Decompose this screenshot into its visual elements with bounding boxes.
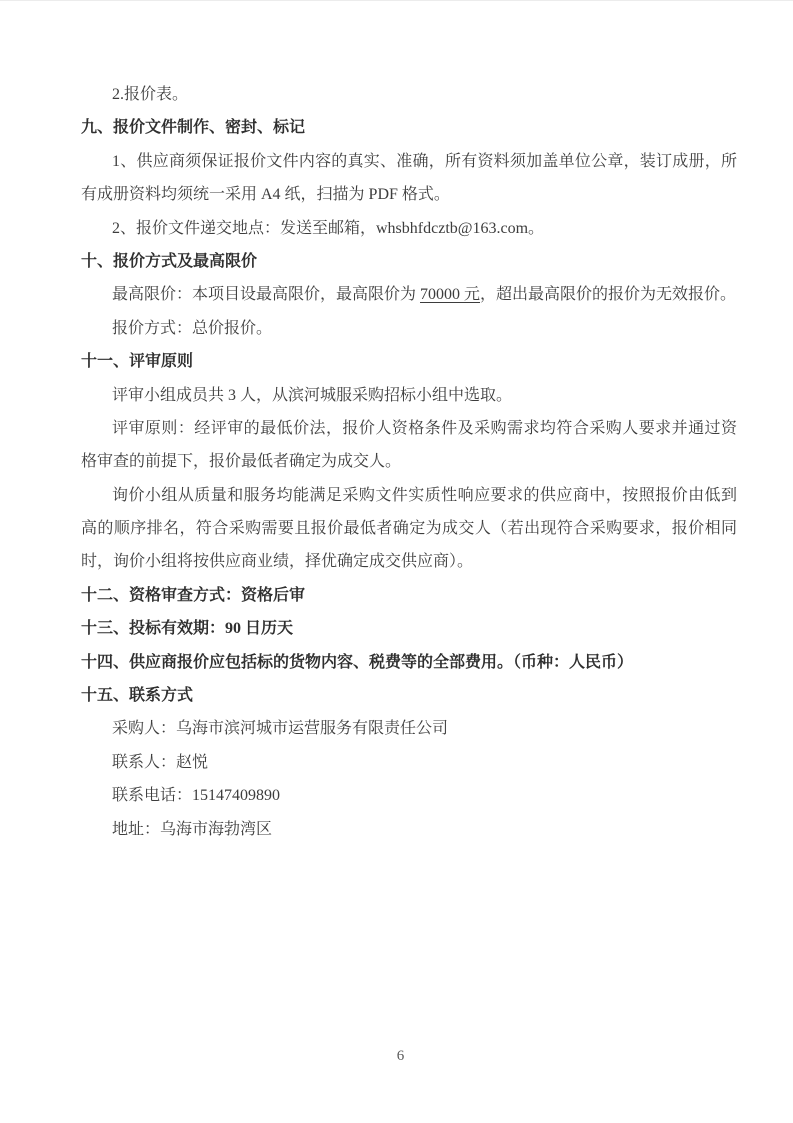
max-price-value: 70000 元: [420, 286, 481, 304]
section-10-heading: 十、报价方式及最高限价: [81, 252, 258, 270]
paragraph-line: 评审原则：经评审的最低价法，报价人资格条件及采购需求均符合采购人要求并通过资: [112, 419, 737, 437]
section-9-paragraph-1: [81, 145, 737, 212]
max-price-prefix: 最高限价：本项目设最高限价，最高限价为: [112, 286, 421, 304]
contact-address-line: 地址：乌海市海勃湾区: [112, 820, 273, 838]
contact-phone-line: 联系电话：15147409890: [112, 787, 281, 805]
document-content: [81, 78, 737, 846]
section-11-paragraph-1: 评审小组成员共 3 人，从滨河城服采购招标小组中选取。: [112, 386, 513, 404]
contact-purchaser-line: 采购人：乌海市滨河城市运营服务有限责任公司: [112, 720, 449, 738]
page-number: 6: [396, 1048, 405, 1064]
paragraph-line: 格审查的前提下，报价最低者确定为成交人。: [81, 453, 402, 471]
section-15-heading: 十五、联系方式: [81, 687, 194, 705]
section-9-heading: 九、报价文件制作、密封、标记: [81, 119, 306, 137]
section-11-paragraph-3: [81, 479, 737, 579]
paragraph-line: 询价小组从质量和服务均能满足采购文件实质性响应要求的供应商中，按照报价由低到: [112, 486, 737, 504]
list-item-quote-table: 2.报价表。: [112, 86, 189, 103]
max-price-suffix: ，超出最高限价的报价为无效报价。: [480, 286, 737, 304]
section-9-paragraph-2: 2、报价文件递交地点：发送至邮箱，whsbhfdcztb@163.com。: [112, 219, 545, 237]
paragraph-line: 1、供应商须保证报价文件内容的真实、准确，所有资料须加盖单位公章，装订成册，所: [112, 152, 737, 170]
section-13-heading: 十三、投标有效期：90 日历天: [81, 620, 294, 638]
paragraph-line: 高的顺序排名，符合采购需要且报价最低者确定为成交人（若出现符合采购要求，报价相同: [81, 520, 737, 538]
max-price-line: [81, 278, 737, 311]
section-12-heading: 十二、资格审查方式：资格后审: [81, 586, 306, 604]
section-11-paragraph-2: [81, 412, 737, 479]
section-14-heading: 十四、供应商报价应包括标的货物内容、税费等的全部费用。（币种：人民币）: [81, 653, 634, 671]
contact-person-line: 联系人：赵悦: [112, 753, 209, 771]
paragraph-line: 有成册资料均须统一采用 A4 纸，扫描为 PDF 格式。: [81, 186, 450, 204]
paragraph-line: 时，询价小组将按供应商业绩，择优确定成交供应商）。: [81, 553, 474, 571]
scan-edge-line: [0, 0, 793, 1]
quote-method-line: 报价方式：总价报价。: [112, 319, 273, 337]
section-11-heading: 十一、评审原则: [81, 353, 194, 371]
